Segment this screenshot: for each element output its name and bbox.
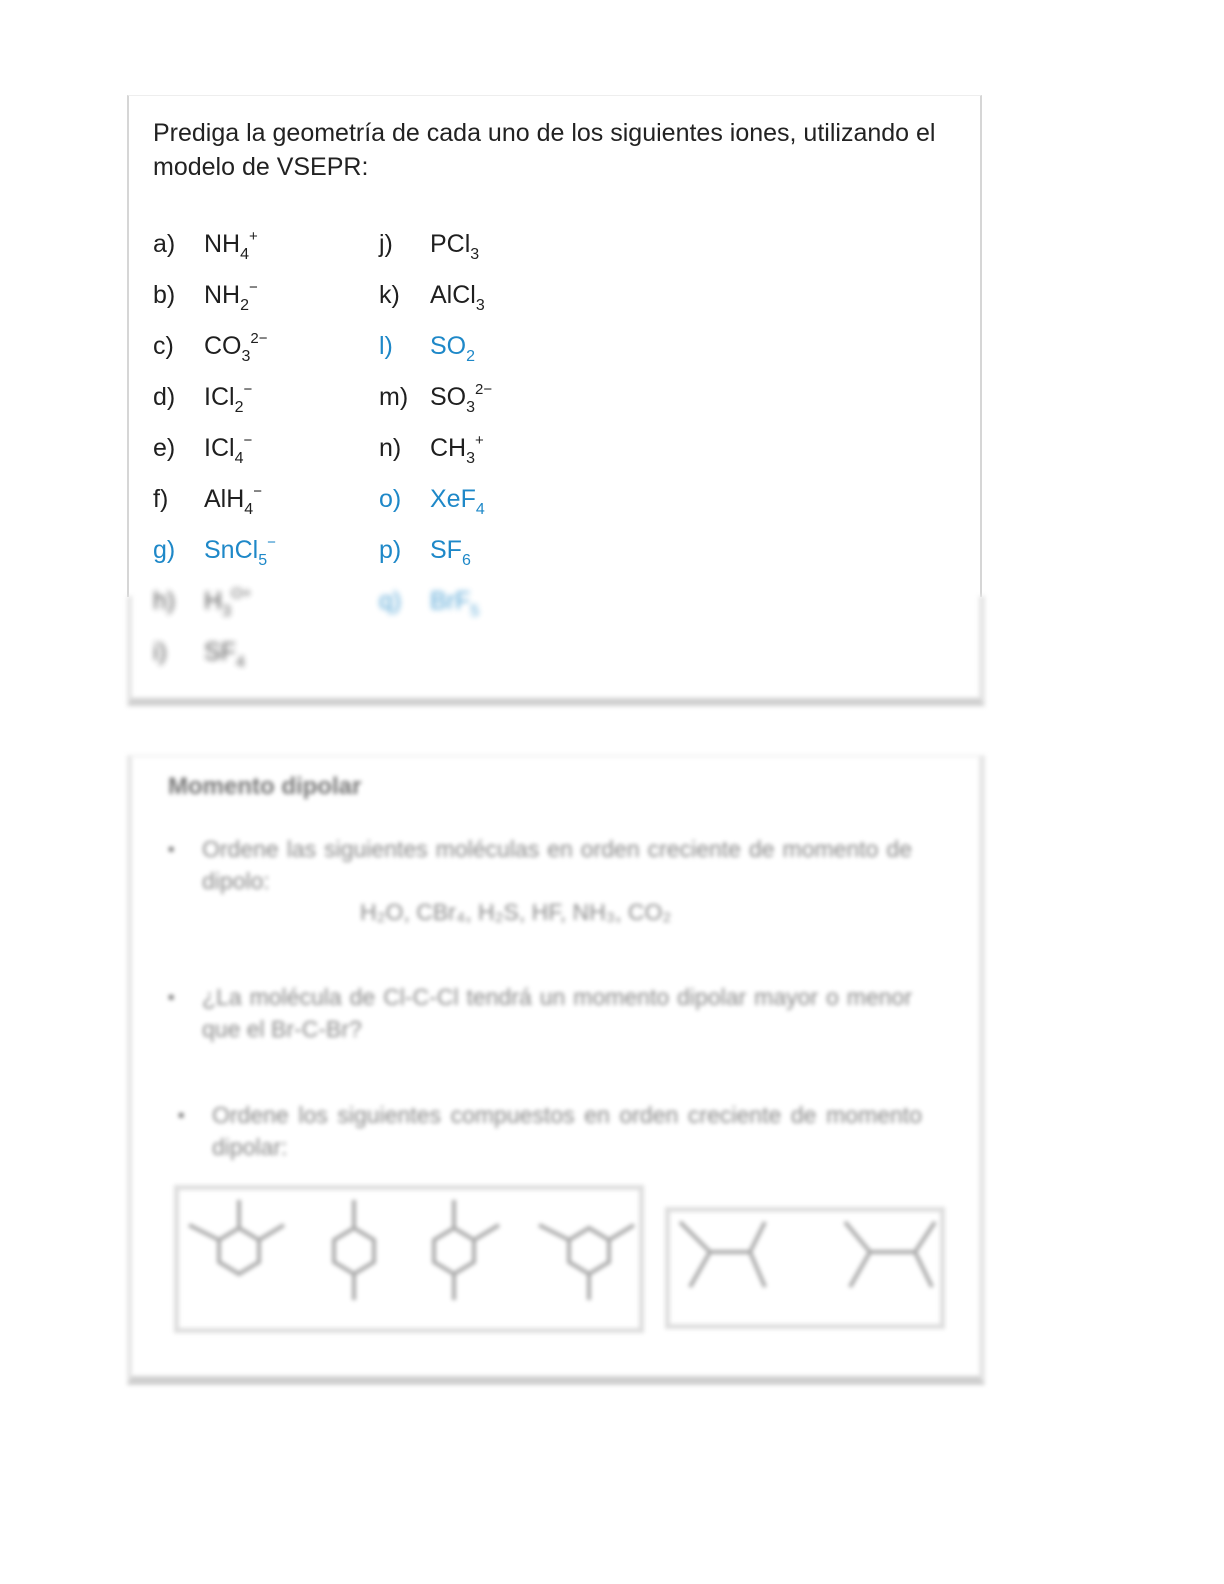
dipole-question-2: ¿La molécula de Cl-C-Cl tendrá un momento dipolar mayor o menor que el Br-C-Br? — [202, 984, 912, 1042]
formula-subscript: 5 — [258, 552, 268, 569]
formula-base: CH — [430, 434, 467, 462]
bullet-icon: ▪ — [168, 839, 175, 859]
ethene-structures-figure — [665, 1207, 945, 1329]
item-label: g) — [153, 536, 176, 564]
dipole-moment-card — [127, 755, 985, 1385]
formula-subscript: 3 — [241, 348, 251, 365]
formula-subscript: 3 — [470, 246, 480, 263]
ion-formula — [204, 432, 253, 467]
item-label: j) — [379, 230, 393, 258]
item-label: p) — [379, 536, 402, 564]
exercise-title: Prediga la geometría de cada uno de los siguientes iones, utilizando el modelo de VSEPR: — [153, 119, 936, 181]
item-label: d) — [153, 383, 176, 411]
ion-formula — [204, 483, 262, 518]
ion-formula — [430, 586, 480, 620]
formula-subscript: 4 — [235, 654, 245, 671]
formula-base: SnCl — [204, 536, 259, 564]
formula-base: CO — [204, 332, 242, 360]
formula-subscript: 2 — [466, 348, 476, 365]
ion-formula — [430, 484, 485, 518]
formula-base: XeF — [430, 485, 476, 513]
formula-base: AlCl — [430, 281, 476, 309]
formula-charge: 2− — [250, 330, 268, 347]
formula-subscript: 4 — [244, 501, 254, 518]
formula-subscript: 3 — [466, 450, 476, 467]
ion-formula — [204, 228, 258, 263]
ion-formula — [430, 535, 471, 569]
formula-subscript: 4 — [240, 246, 250, 263]
formula-subscript: 3 — [222, 603, 231, 620]
formula-base: NH — [204, 281, 241, 309]
formula-base: PCl — [430, 230, 471, 258]
item-label: i) — [153, 638, 167, 666]
ion-formula — [204, 534, 276, 569]
item-label: l) — [379, 332, 393, 360]
ion-formula — [204, 279, 258, 314]
formula-base: BrF — [430, 587, 471, 615]
item-label: c) — [153, 332, 174, 360]
ion-formula — [430, 432, 484, 467]
vsepr-exercise-card-blurred-bottom — [127, 596, 985, 706]
formula-base: ICl — [204, 383, 235, 411]
ion-formula — [204, 637, 245, 671]
item-label: a) — [153, 230, 176, 258]
item-label: e) — [153, 434, 176, 462]
formula-subscript: 2 — [234, 399, 244, 416]
ion-formula — [204, 381, 253, 416]
dipole-heading: Momento dipolar — [168, 773, 362, 800]
molecule-list: H₂O, CBr₄, H₂S, HF, NH₃, CO₂ — [360, 899, 672, 925]
item-label: o) — [379, 485, 402, 513]
formula-charge: − — [249, 279, 258, 296]
ion-formula — [430, 229, 480, 263]
formula-base: SF — [430, 536, 462, 564]
formula-charge: − — [267, 534, 276, 551]
ion-formula — [430, 331, 476, 365]
formula-subscript: 3 — [466, 399, 476, 416]
formula-base: SO — [430, 332, 467, 360]
formula-subscript: 4 — [475, 501, 485, 518]
formula-base: AlH — [204, 485, 245, 513]
ion-formula — [204, 330, 268, 365]
formula-subscript: 2 — [240, 297, 250, 314]
item-label: m) — [379, 383, 409, 411]
formula-base: ICl — [204, 434, 235, 462]
item-label: h) — [153, 587, 176, 615]
formula-charge: − — [243, 432, 253, 449]
ion-formula — [430, 381, 493, 416]
formula-charge: + — [249, 228, 258, 245]
item-label: q) — [379, 587, 402, 615]
formula-base: SO — [430, 383, 467, 411]
ion-formula — [204, 585, 252, 620]
formula-charge: + — [475, 432, 484, 449]
bullet-icon: ▪ — [168, 987, 175, 1007]
item-label: n) — [379, 434, 402, 462]
formula-subscript: 4 — [234, 450, 244, 467]
formula-base: NH — [204, 230, 241, 258]
item-label: f) — [153, 485, 169, 513]
formula-charge: − — [243, 381, 253, 398]
formula-subscript: 6 — [461, 552, 471, 569]
item-label: b) — [153, 281, 176, 309]
formula-base: H — [204, 587, 223, 615]
formula-charge: − — [253, 483, 262, 500]
dipole-question-1: Ordene las siguientes moléculas en orden creciente de momento de dipolo: — [202, 836, 912, 894]
formula-charge: 2− — [475, 381, 493, 398]
formula-base: SF — [204, 638, 236, 666]
bullet-icon: ▪ — [178, 1105, 185, 1125]
formula-subscript: 3 — [475, 297, 485, 314]
dipole-question-3: Ordene los siguientes compuestos en orden creciente de momento dipolar: — [212, 1102, 922, 1160]
ion-formula — [430, 280, 485, 314]
benzene-structures-figure — [174, 1185, 644, 1333]
item-label: k) — [379, 281, 400, 309]
formula-subscript: 5 — [470, 603, 480, 620]
formula-charge: O+ — [230, 585, 252, 602]
